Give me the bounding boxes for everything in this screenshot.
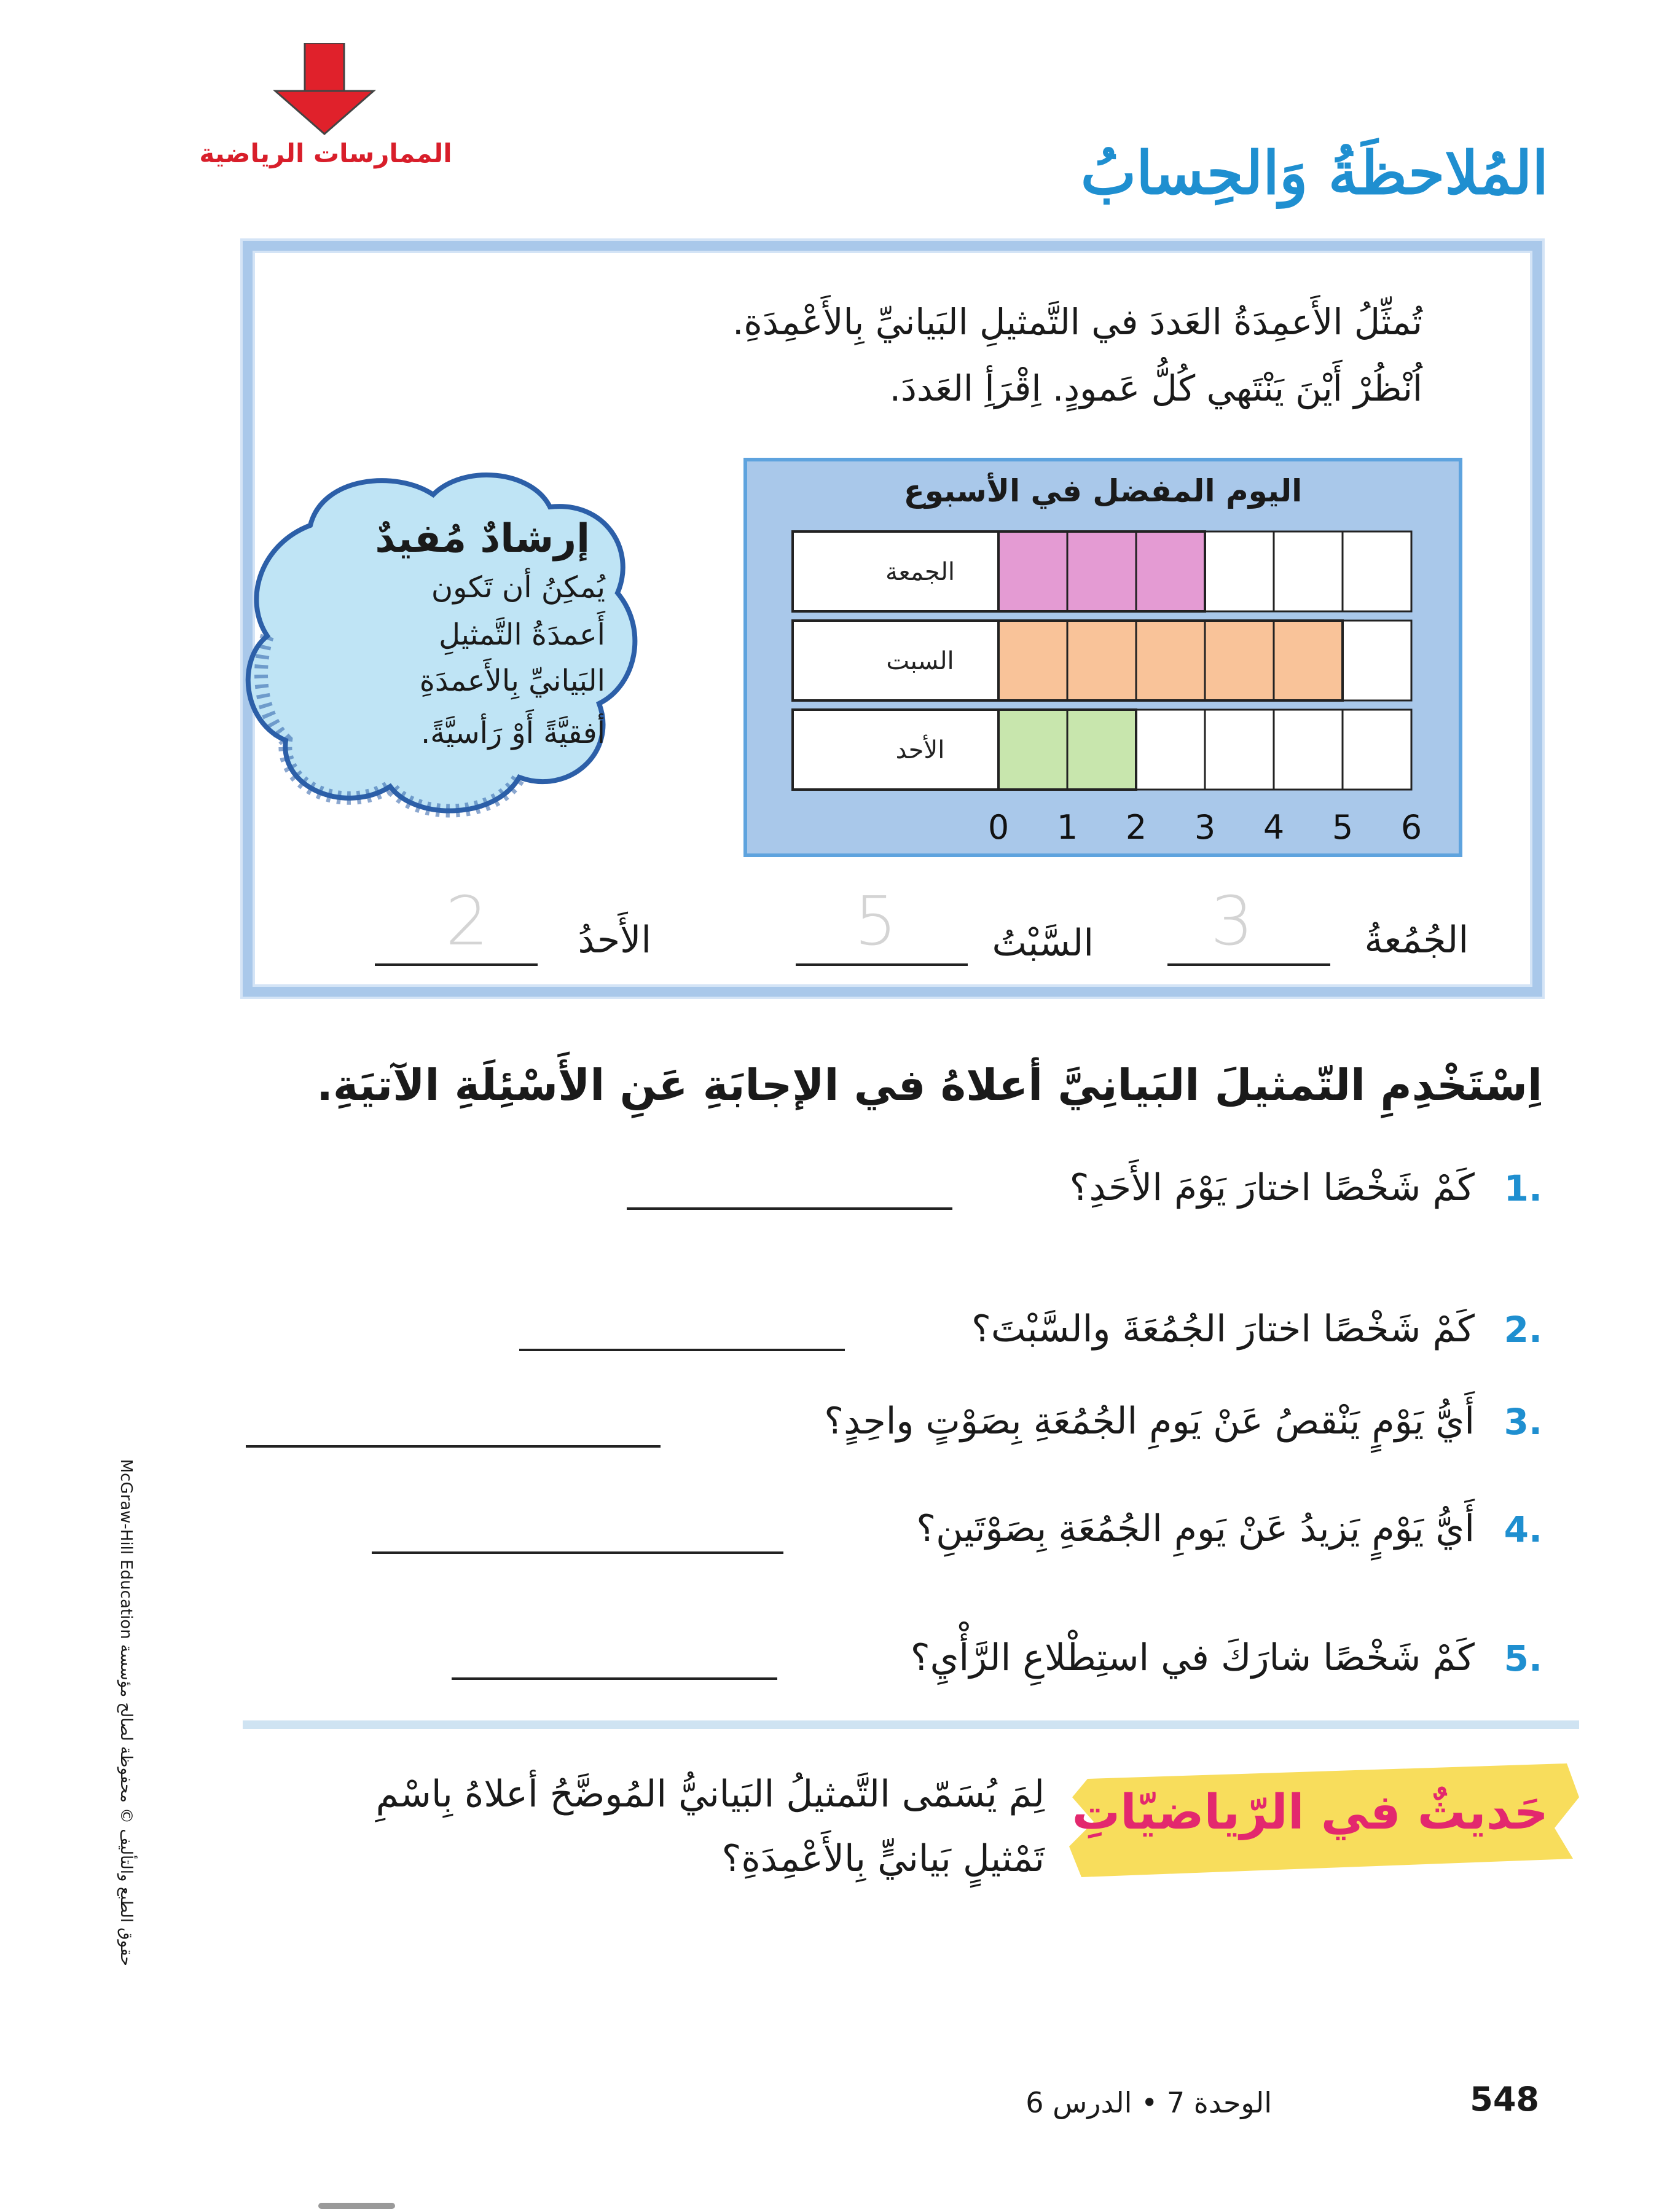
talk-about-math-title: حَديثٌ في الرّياضيّاتِ xyxy=(1072,1785,1548,1840)
empty-cell xyxy=(1205,710,1274,790)
question-text-4: أَيُّ يَوْمٍ يَزيدُ عَنْ يَومِ الجُمُعَةِ بِصَوْتَينِ؟ xyxy=(916,1507,1475,1550)
empty-cell xyxy=(1274,531,1343,611)
hint-line-1: يُمكِنُ أن تَكون xyxy=(431,570,605,605)
category-label: السبت xyxy=(886,647,954,675)
x-tick-label: 0 xyxy=(987,808,1010,847)
empty-cell xyxy=(1343,710,1411,790)
answer-line-saturday[interactable] xyxy=(796,963,968,966)
bar-cell xyxy=(1067,621,1136,700)
question-number-5: 5. xyxy=(1504,1637,1542,1679)
empty-cell xyxy=(1343,531,1411,611)
category-label: الجمعة xyxy=(885,558,955,586)
practices-label: الممارسات الرياضية xyxy=(199,138,452,168)
red-down-arrow-icon xyxy=(269,43,380,135)
answer-line-1[interactable] xyxy=(627,1207,952,1210)
hint-line-2: أَعمدَةُ التَّمثيلِ xyxy=(439,618,605,652)
x-tick-label: 1 xyxy=(1056,808,1078,847)
chart-title: اليوم المفضل في الأسبوع xyxy=(903,473,1303,509)
answer-value-saturday: 5 xyxy=(854,882,897,960)
bar-cell xyxy=(1136,531,1205,611)
question-text-2: كَمْ شَخْصًا اختارَ الجُمُعَةَ والسَّبْتَ؟ xyxy=(971,1308,1475,1351)
empty-cell xyxy=(1343,621,1411,700)
answer-value-friday: 3 xyxy=(1210,882,1253,960)
intro-line-1: تُمثِّلُ الأَعمِدَةُ العَددَ في التَّمثيلِ البَيانيِّ بِالأَعْمِدَةِ. xyxy=(732,301,1422,343)
question-number-4: 4. xyxy=(1504,1508,1542,1550)
empty-cell xyxy=(1274,710,1343,790)
page-title: المُلاحظَةُ وَالحِسابُ xyxy=(1080,138,1548,208)
home-indicator[interactable] xyxy=(318,2203,395,2209)
questions-heading: اِسْتَخْدِمِ التّمثيلَ البَيانِيَّ أعلاهُ في الإجابَةِ عَنِ الأَسْئِلَةِ الآتيَةِ. xyxy=(316,1060,1542,1110)
answer-label-friday: الجُمُعةُ xyxy=(1364,919,1469,962)
hint-line-4: أفقيَّةً أَوْ رَأسيَّةً. xyxy=(420,716,605,750)
hint-title: إرشادٌ مُفيدٌ xyxy=(375,516,590,562)
bar-cell xyxy=(998,710,1067,790)
bar-cell xyxy=(1067,710,1136,790)
question-number-2: 2. xyxy=(1504,1309,1542,1351)
talk-line-1: لِمَ يُسَمّى التَّمثيلُ البَيانيُّ المُوضَّحُ أعلاهُ بِاسْمِ xyxy=(375,1773,1045,1816)
copyright-notice: حقوق الطبع والتأليف © محفوظة لصالح مؤسسة McGraw-Hill Education xyxy=(117,1459,135,1966)
bar-chart xyxy=(743,458,1462,857)
x-tick-label: 5 xyxy=(1332,808,1354,847)
x-tick-label: 3 xyxy=(1194,808,1216,847)
answer-value-sunday: 2 xyxy=(445,882,488,960)
x-tick-label: 6 xyxy=(1400,808,1422,847)
answer-line-2[interactable] xyxy=(519,1349,845,1351)
answer-line-3[interactable] xyxy=(246,1445,661,1448)
talk-line-2: تَمْثيلٍ بَيانيٍّ بِالأَعْمِدَةِ؟ xyxy=(721,1837,1045,1880)
answer-line-4[interactable] xyxy=(372,1551,783,1554)
question-text-5: كَمْ شَخْصًا شارَكَ في استِطْلاعِ الرَّأْيِ؟ xyxy=(910,1636,1475,1679)
answer-label-saturday: السَّبْتُ xyxy=(992,922,1094,965)
bar-cell xyxy=(1136,621,1205,700)
unit-lesson-label: الوحدة 7 • الدرس 6 xyxy=(1026,2086,1272,2119)
answer-line-5[interactable] xyxy=(452,1677,777,1680)
intro-line-2: اُنْظُرْ أَيْنَ يَنْتَهي كُلُّ عَمودٍ. اِقْرَأِ العَددَ. xyxy=(889,367,1422,409)
question-number-1: 1. xyxy=(1504,1167,1542,1209)
category-label: الأحد xyxy=(895,736,945,764)
answer-line-friday[interactable] xyxy=(1167,963,1330,966)
question-text-1: كَمْ شَخْصًا اختارَ يَوْمَ الأَحَدِ؟ xyxy=(1069,1166,1475,1209)
bar-cell xyxy=(1274,621,1343,700)
page-number: 548 xyxy=(1470,2080,1539,2119)
empty-cell xyxy=(1136,710,1205,790)
answer-line-sunday[interactable] xyxy=(375,963,538,966)
section-divider xyxy=(243,1720,1579,1729)
x-tick-label: 4 xyxy=(1263,808,1285,847)
question-number-3: 3. xyxy=(1504,1401,1542,1443)
bar-cell xyxy=(998,531,1067,611)
bar-cell xyxy=(998,621,1067,700)
hint-line-3: البَيانيِّ بِالأَعمدَةِ xyxy=(419,664,605,698)
bar-cell xyxy=(1205,621,1274,700)
bar-cell xyxy=(1067,531,1136,611)
answer-label-sunday: الأَحدُ xyxy=(578,919,651,962)
empty-cell xyxy=(1205,531,1274,611)
question-text-3: أَيُّ يَوْمٍ يَنْقصُ عَنْ يَومِ الجُمُعَةِ بِصَوْتٍ واحِدٍ؟ xyxy=(824,1400,1475,1443)
x-tick-label: 2 xyxy=(1125,808,1147,847)
